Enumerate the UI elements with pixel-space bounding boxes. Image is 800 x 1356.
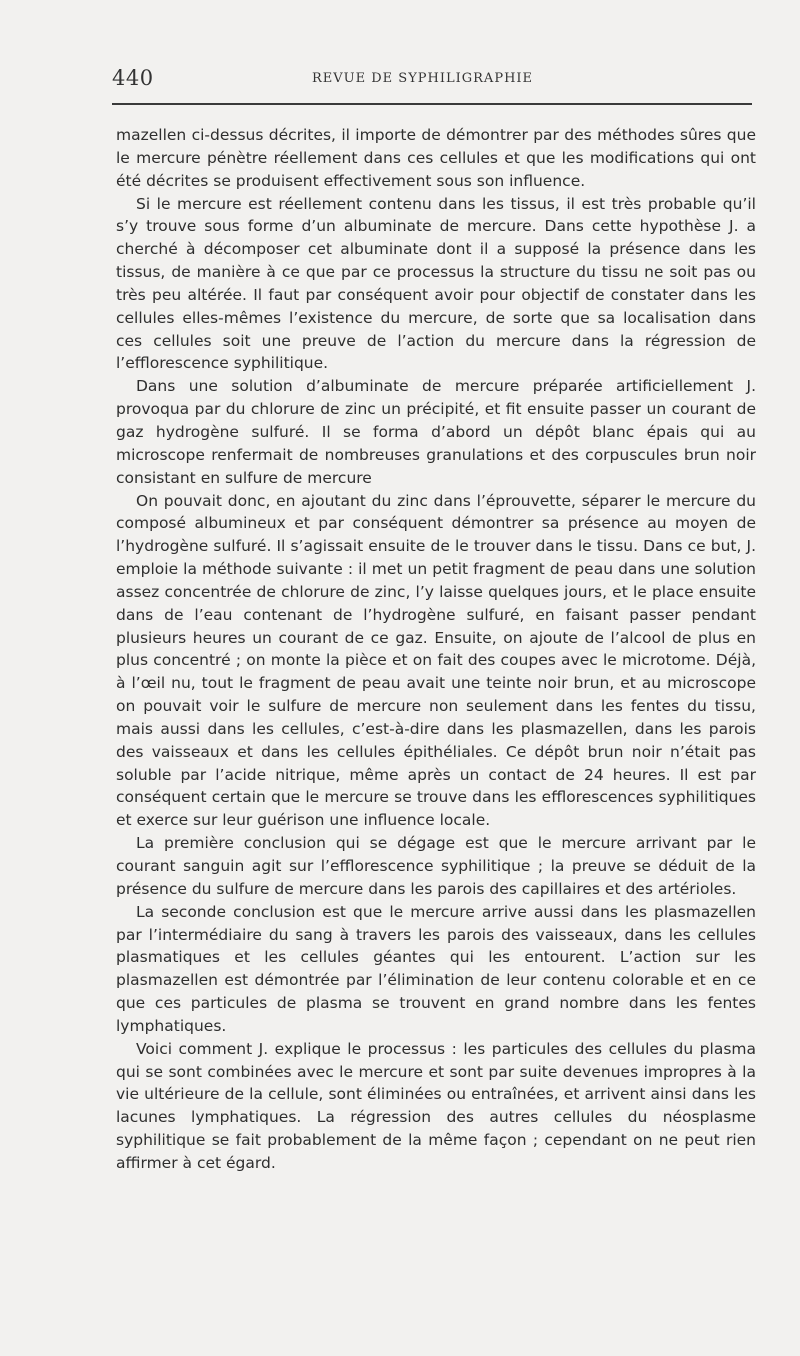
header-rule <box>112 103 752 105</box>
paragraph: Voici comment J. explique le processus : les particules des cellules du plasma qui se sont combinées avec le mercure et sont par suite devenues impropres à la vie ultérieure de la cellule, sont éliminées ou entraînées, et arrivent ainsi dans les lacunes lymphatiques. La régression des autres cellules du néosplasme syphilitique se fait probablement de la même façon ; cependant on ne peut rien affirmer à cet égard. <box>116 1039 756 1172</box>
paragraph: La seconde conclusion est que le mercure arrive aussi dans les plasmazellen par l’intermédiaire du sang à travers les parois des vaisseaux, dans les cellules plasmatiques et les cellules géantes qui les entourent. L’action sur les plasmazellen est démontrée par l’élimination de leur contenu colorable et en ce que ces particules de plasma se trouvent en grand nombre dans les fentes lymphatiques. <box>116 902 756 1035</box>
running-title: REVUE DE SYPHILIGRAPHIE <box>312 71 534 86</box>
paragraph: La première conclusion qui se dégage est que le mercure arrivant par le courant sanguin agit sur l’efflorescence syphilitique ; la preuve se déduit de la présence du sulfure de mercure dans les parois des capillaires et des artérioles. <box>116 834 756 898</box>
paragraph: Si le mercure est réellement contenu dans les tissus, il est très probable qu’il s’y trouve sous forme d’un albuminate de mercure. Dans cette hypothèse J. a cherché à décomposer cet albuminate dont il a supposé la présence dans les tissus, de manière à ce que par ce processus la structure du tissu ne soit pas ou très peu altérée. Il faut par conséquent avoir pour objectif de constater dans les cellules elles-mêmes l’existence du mercure, de sorte que sa localisation dans ces cellules soit une preuve de l’action du mercure dans la régression de l’efflorescence syphilitique. <box>116 194 756 373</box>
body-text <box>116 124 756 1175</box>
page-number: 440 <box>112 66 154 90</box>
page-header <box>112 66 760 96</box>
paragraph: On pouvait donc, en ajoutant du zinc dans l’éprouvette, séparer le mercure du composé albumineux et par conséquent démontrer sa présence au moyen de l’hydrogène sulfuré. Il s’agissait ensuite de le trouver dans le tissu. Dans ce but, J. emploie la méthode suivante : il met un petit fragment de peau dans une solution assez concentrée de chlorure de zinc, l’y laisse quelques jours, et le place ensuite dans de l’eau contenant de l’hydrogène sulfuré, en faisant passer pendant plusieurs heures un courant de ce gaz. Ensuite, on ajoute de l’alcool de plus en plus concentré ; on monte la pièce et on fait des coupes avec le microtome. Déjà, à l’œil nu, tout le fragment de peau avait une teinte noir brun, et au microscope on pouvait voir le sulfure de mercure non seulement dans les fentes du tissu, mais aussi dans les cellules, c’est-à-dire dans les plasmazellen, dans les parois des vaisseaux et dans les cellules épithéliales. Ce dépôt brun noir n’était pas soluble par l’acide nitrique, même après un contact de 24 heures. Il est par conséquent certain que le mercure se trouve dans les efflorescences syphilitiques et exerce sur leur guérison une influence locale. <box>116 491 756 830</box>
paragraph-continuation: mazellen ci-dessus décrites, il importe de démontrer par des méthodes sûres que le mercure pénètre réellement dans ces cellules et que les modifications qui ont été décrites se produisent effectivement sous son influence. <box>116 126 756 190</box>
paragraph: Dans une solution d’albuminate de mercure préparée artificiellement J. provoqua par du chlorure de zinc un précipité, et fit ensuite passer un courant de gaz hydrogène sulfuré. Il se forma d’abord un dépôt blanc épais qui au microscope renfermait de nombreuses granulations et des corpuscules brun noir consistant en sulfure de mercure <box>116 377 756 487</box>
